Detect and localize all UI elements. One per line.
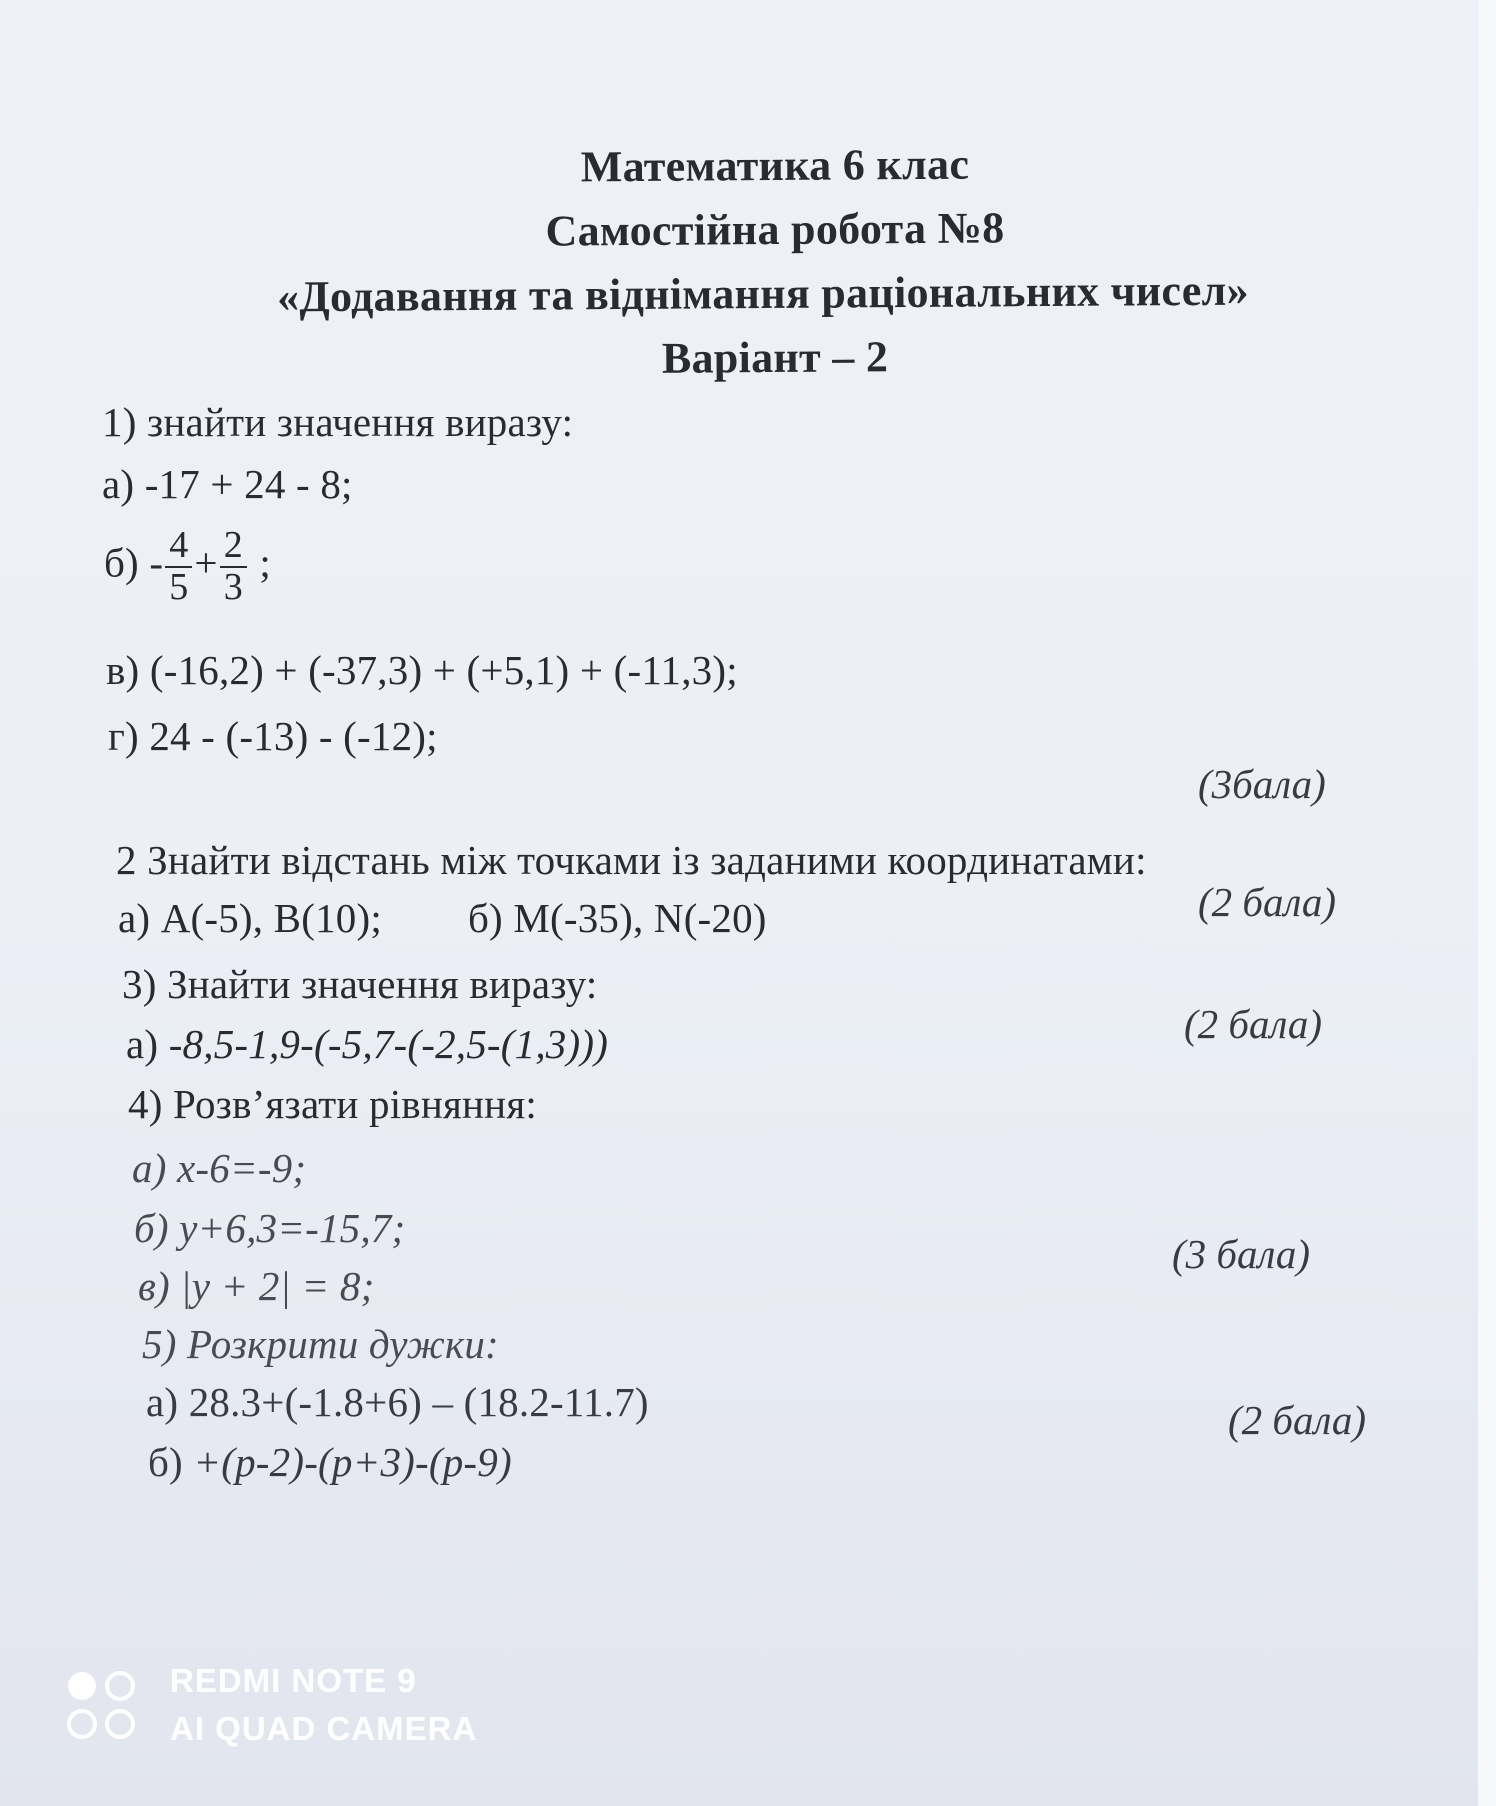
task3-item-a [126,1020,608,1068]
task3-points: (2 бала) [1184,1001,1323,1047]
fraction-1-numerator: 4 [165,526,192,568]
fraction-1 [165,526,192,608]
task3-a-prefix: а) [126,1021,169,1067]
task5-points: (2 бала) [1228,1397,1367,1443]
task5-b-expression: +(p-2)-(p+3)-(p-9) [193,1439,512,1485]
watermark-model: REDMI NOTE 9 [170,1662,417,1699]
variant-title: Варіант – 2 [661,332,889,383]
task5-heading: 5) Розкрити дужки: [142,1321,499,1367]
task1-b-prefix: б) - [104,539,164,586]
task5-item-b [148,1438,512,1486]
task1-item-a: а) -17 + 24 - 8; [102,461,353,507]
topic-title: «Додавання та віднімання раціональних чисел» [276,265,1250,322]
task5-item-a: а) 28.3+(-1.8+6) – (18.2-11.7) [146,1379,649,1425]
task1-b-suffix: ; [259,539,271,586]
task2-item-a: а) A(-5), B(10); [118,895,382,941]
subject-title: Математика 6 клас [580,139,970,192]
task1-b-plus: + [194,539,218,586]
task5-b-prefix: б) [148,1439,194,1485]
task1-heading: 1) знайти значення виразу: [102,399,574,445]
task4-points: (3 бала) [1172,1231,1311,1277]
task1-points: (3бала) [1198,761,1326,807]
task4-item-b: б) y+6,3=-15,7; [134,1205,406,1251]
work-title: Самостійна робота №8 [545,203,1005,256]
task1-item-b [104,526,271,608]
task2-points: (2 бала) [1198,879,1337,925]
camera-lens-icon [62,1666,142,1746]
task4-item-a: а) x-6=-9; [132,1145,307,1191]
fraction-2-numerator: 2 [220,526,247,568]
task3-heading: 3) Знайти значення виразу: [122,961,598,1007]
task4-heading: 4) Розв’язати рівняння: [128,1081,537,1127]
camera-watermark [62,1660,482,1770]
watermark-camera: AI QUAD CAMERA [170,1710,478,1747]
task2-heading: 2 Знайти відстань між точками із заданими координатами: [116,837,1147,883]
task3-a-expression: -8,5-1,9-(-5,7-(-2,5-(1,3))) [168,1021,609,1067]
task1-item-g: г) 24 - (-13) - (-12); [108,713,438,759]
fraction-2 [220,526,247,608]
task4-item-v: в) |y + 2| = 8; [138,1263,375,1309]
fraction-1-denominator: 5 [169,565,189,608]
fraction-2-denominator: 3 [223,565,243,608]
task1-item-v: в) (-16,2) + (-37,3) + (+5,1) + (-11,3); [106,647,738,693]
task2-item-b: б) M(-35), N(-20) [468,895,767,941]
